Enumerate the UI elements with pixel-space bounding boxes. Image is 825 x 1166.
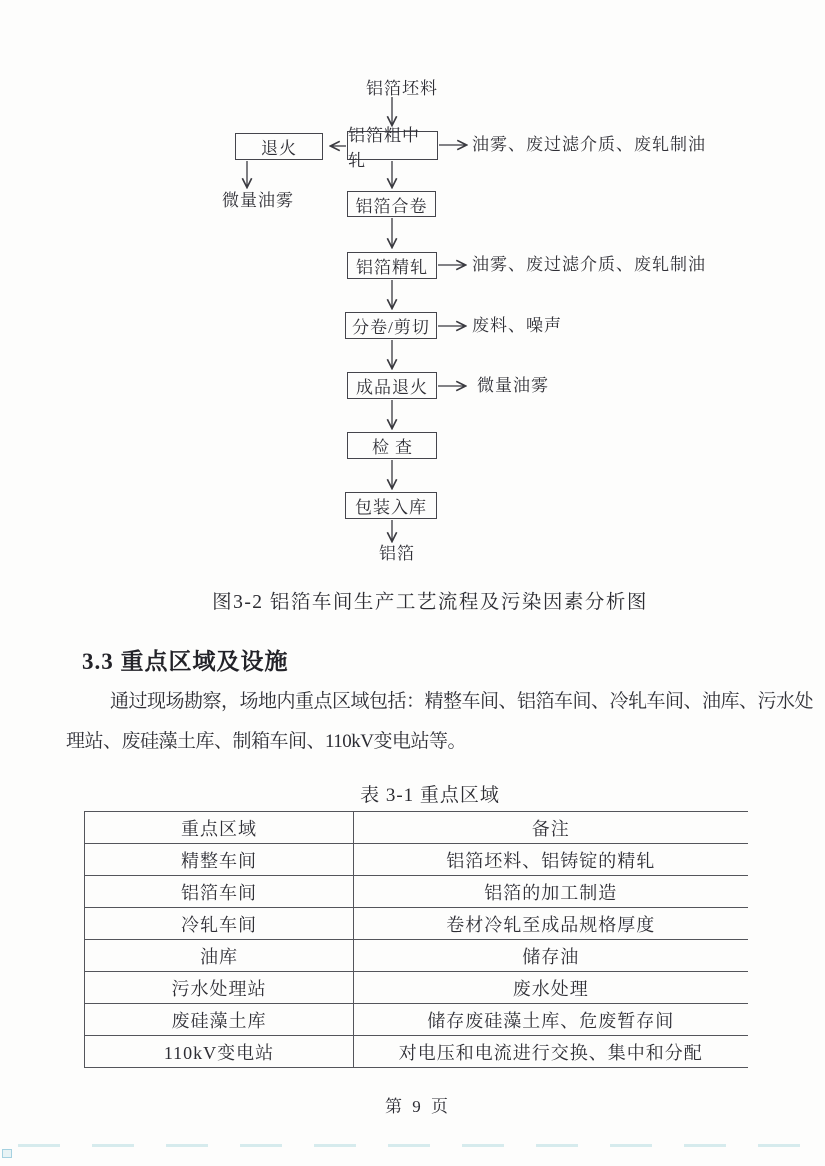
flow-side-output-final-anneal: 微量油雾 [477,376,549,395]
flow-node-anneal-branch: 退火 [235,133,323,160]
page-number: 第 9 页 [385,1097,451,1116]
flow-side-output-finish: 油雾、废过滤介质、废轧制油 [472,255,706,274]
paragraph-line-1: 通过现场勘察，场地内重点区域包括：精整车间、铝箔车间、冷轧车间、油库、污水处 [110,691,814,712]
flow-node-slitting: 分卷/剪切 [345,312,437,339]
flow-output-label: 铝箔 [379,544,415,563]
flow-side-output-slitting: 废料、噪声 [472,316,562,335]
table-row [85,908,748,940]
table-cell-area: 冷轧车间 [85,908,354,940]
table-row [85,844,748,876]
table-row [85,1004,748,1036]
flow-node-finish-rolling: 铝箔精轧 [347,252,437,279]
table-row [85,876,748,908]
table-cell-remark: 卷材冷轧至成品规格厚度 [354,908,748,940]
table-cell-remark: 铝箔坯料、铝铸锭的精轧 [354,844,748,876]
table-cell-area: 油库 [85,940,354,972]
flow-branch-output-label: 微量油雾 [222,191,294,210]
table-cell-remark: 废水处理 [354,972,748,1004]
table-cell-area: 废硅藻土库 [85,1004,354,1036]
scan-artifact-corner-mark [2,1149,12,1158]
table-cell-remark: 铝箔的加工制造 [354,876,748,908]
figure-caption: 图3-2 铝箔车间生产工艺流程及污染因素分析图 [212,592,648,613]
paragraph-line-2: 理站、废硅藻土库、制箱车间、110kV变电站等。 [66,731,467,752]
table-row [85,1036,748,1068]
table-cell-remark: 对电压和电流进行交换、集中和分配 [354,1036,748,1068]
section-heading: 3.3 重点区域及设施 [82,649,289,674]
flow-input-label: 铝箔坯料 [366,79,438,98]
table-cell-remark: 储存废硅藻土库、危废暂存间 [354,1004,748,1036]
table-header-area: 重点区域 [85,812,354,844]
flow-node-inspection: 检查 [347,432,437,459]
table-cell-remark: 储存油 [354,940,748,972]
table-row [85,972,748,1004]
flow-node-rough-rolling: 铝箔粗中轧 [347,131,438,160]
flow-node-final-anneal: 成品退火 [347,372,437,399]
flow-side-output-rough: 油雾、废过滤介质、废轧制油 [472,135,706,154]
flow-node-coil-combine: 铝箔合卷 [347,191,436,217]
table-cell-area: 精整车间 [85,844,354,876]
table-cell-area: 铝箔车间 [85,876,354,908]
table-cell-area: 污水处理站 [85,972,354,1004]
scan-artifact-dashed-line [18,1144,810,1147]
key-areas-table [84,811,748,1068]
table-title: 表 3-1 重点区域 [360,785,500,806]
table-cell-area: 110kV变电站 [85,1036,354,1068]
table-header-row [85,812,748,844]
table-row [85,940,748,972]
table-header-remark: 备注 [354,812,748,844]
flow-node-packaging: 包装入库 [345,492,437,519]
